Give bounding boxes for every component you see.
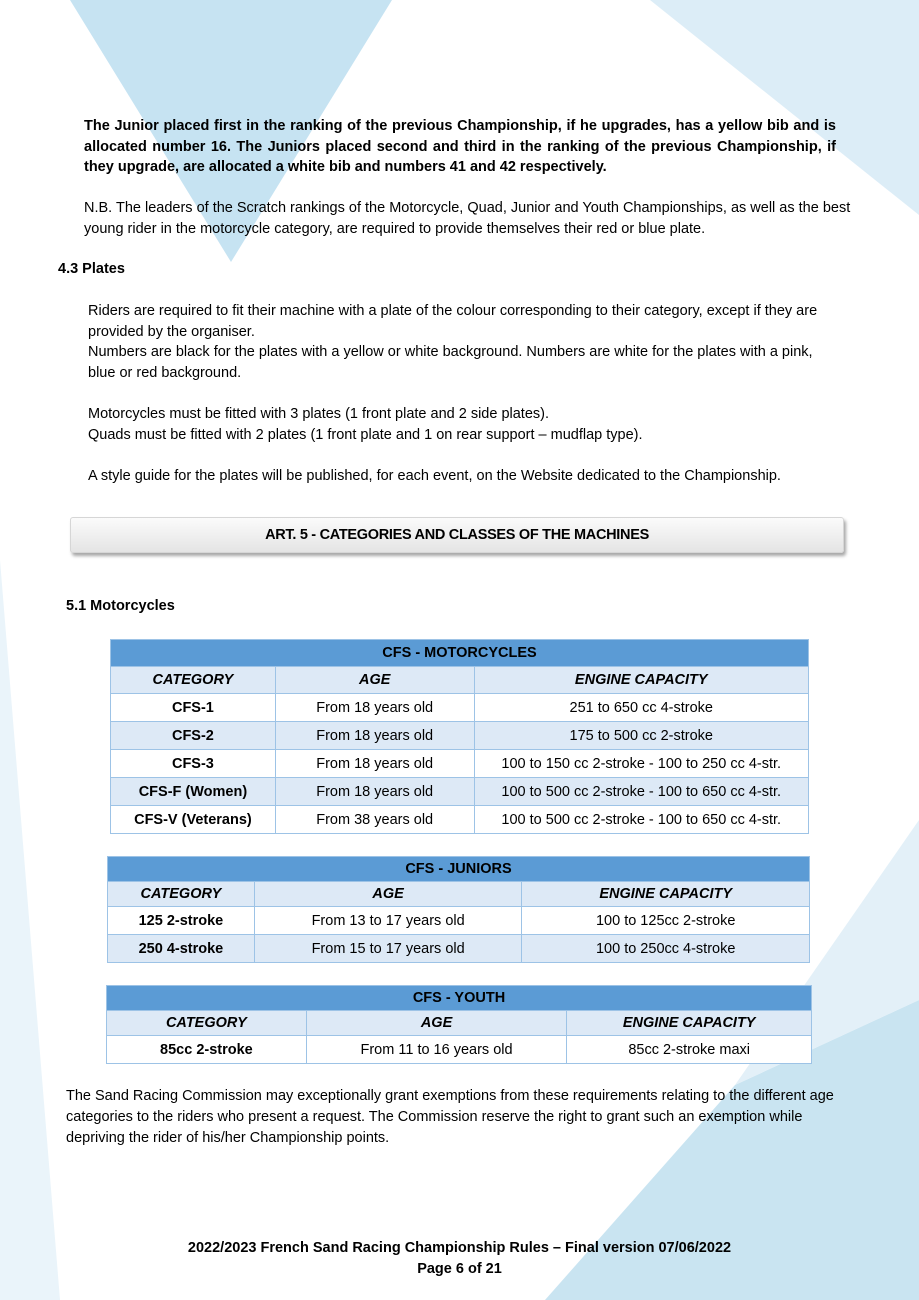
youth-table: [106, 985, 812, 1064]
age-cell: From 15 to 17 years old: [254, 935, 522, 963]
section-4-3-heading: 4.3 Plates: [58, 261, 125, 277]
table-row: [111, 806, 809, 834]
age-cell: From 11 to 16 years old: [306, 1036, 567, 1064]
table-row: [111, 722, 809, 750]
junior-bib-paragraph: The Junior placed first in the ranking of the previous Championship, if he upgrades, has a yellow bib and is allocated number 16. The Juniors placed second and third in the ranking of the previous Championship, if they upgrade, are allocated a white bib and numbers 41 and 42 respectively.: [84, 118, 836, 175]
engine-cell: 100 to 150 cc 2-stroke - 100 to 250 cc 4-str.: [474, 750, 808, 778]
engine-cell: 85cc 2-stroke maxi: [567, 1036, 812, 1064]
column-header-engine: ENGINE CAPACITY: [522, 882, 810, 907]
table-row: [108, 907, 810, 935]
juniors-table: [107, 856, 810, 963]
engine-cell: 100 to 250cc 4-stroke: [522, 935, 810, 963]
category-cell: CFS-F (Women): [111, 778, 276, 806]
age-cell: From 13 to 17 years old: [254, 907, 522, 935]
category-cell: CFS-V (Veterans): [111, 806, 276, 834]
age-cell: From 18 years old: [275, 722, 474, 750]
age-cell: From 18 years old: [275, 778, 474, 806]
plates-paragraph-1: Riders are required to fit their machine with a plate of the colour corresponding to their category, except if they are provided by the organiser.: [88, 303, 818, 340]
juniors-table-title: CFS - JUNIORS: [108, 857, 810, 882]
column-header-category: CATEGORY: [108, 882, 255, 907]
exemption-paragraph: The Sand Racing Commission may exceptionally grant exemptions from these requirements relating to the different age categories to the riders who present a request. The Commission reserve the right to grant such an exemption while depriving the rider of his/her Championship points.: [66, 1088, 834, 1146]
column-header-age: AGE: [275, 667, 474, 694]
footer-page-number: Page 6 of 21: [417, 1261, 502, 1277]
engine-cell: 100 to 500 cc 2-stroke - 100 to 650 cc 4-str.: [474, 806, 808, 834]
column-header-category: CATEGORY: [107, 1011, 307, 1036]
motorcycles-table-title: CFS - MOTORCYCLES: [111, 640, 809, 667]
category-cell: CFS-2: [111, 722, 276, 750]
category-cell: 85cc 2-stroke: [107, 1036, 307, 1064]
plates-paragraph-5: A style guide for the plates will be published, for each event, on the Website dedicated to the Championship.: [88, 468, 781, 484]
youth-table-title: CFS - YOUTH: [107, 986, 812, 1011]
table-row: [111, 778, 809, 806]
engine-cell: 251 to 650 cc 4-stroke: [474, 694, 808, 722]
plates-paragraph-4: Quads must be fitted with 2 plates (1 front plate and 1 on rear support – mudflap type).: [88, 427, 643, 443]
page-footer: [0, 1238, 919, 1280]
motorcycles-table: [110, 639, 809, 834]
column-header-category: CATEGORY: [111, 667, 276, 694]
table-row: [111, 750, 809, 778]
column-header-engine: ENGINE CAPACITY: [474, 667, 808, 694]
category-cell: 125 2-stroke: [108, 907, 255, 935]
section-5-1-heading: 5.1 Motorcycles: [66, 598, 175, 614]
engine-cell: 100 to 500 cc 2-stroke - 100 to 650 cc 4-str.: [474, 778, 808, 806]
plates-paragraph-3: Motorcycles must be fitted with 3 plates (1 front plate and 2 side plates).: [88, 406, 550, 422]
table-row: [108, 935, 810, 963]
age-cell: From 38 years old: [275, 806, 474, 834]
article-5-banner: [70, 517, 844, 553]
column-header-engine: ENGINE CAPACITY: [567, 1011, 812, 1036]
article-5-title: ART. 5 - CATEGORIES AND CLASSES OF THE MACHINES: [265, 527, 649, 543]
age-cell: From 18 years old: [275, 694, 474, 722]
footer-document-title: 2022/2023 French Sand Racing Championship Rules – Final version 07/06/2022: [187, 1240, 732, 1256]
engine-cell: 100 to 125cc 2-stroke: [522, 907, 810, 935]
nb-paragraph: N.B. The leaders of the Scratch rankings of the Motorcycle, Quad, Junior and Youth Championships, as well as the best young rider in the motorcycle category, are required to provide themselves their red or blue plate.: [84, 200, 851, 237]
engine-cell: 175 to 500 cc 2-stroke: [474, 722, 808, 750]
category-cell: CFS-1: [111, 694, 276, 722]
category-cell: CFS-3: [111, 750, 276, 778]
category-cell: 250 4-stroke: [108, 935, 255, 963]
table-row: [107, 1036, 812, 1064]
column-header-age: AGE: [306, 1011, 567, 1036]
plates-paragraph-2: Numbers are black for the plates with a yellow or white background. Numbers are white for the plates with a pink, blue or red background.: [88, 344, 813, 381]
age-cell: From 18 years old: [275, 750, 474, 778]
column-header-age: AGE: [254, 882, 522, 907]
table-row: [111, 694, 809, 722]
